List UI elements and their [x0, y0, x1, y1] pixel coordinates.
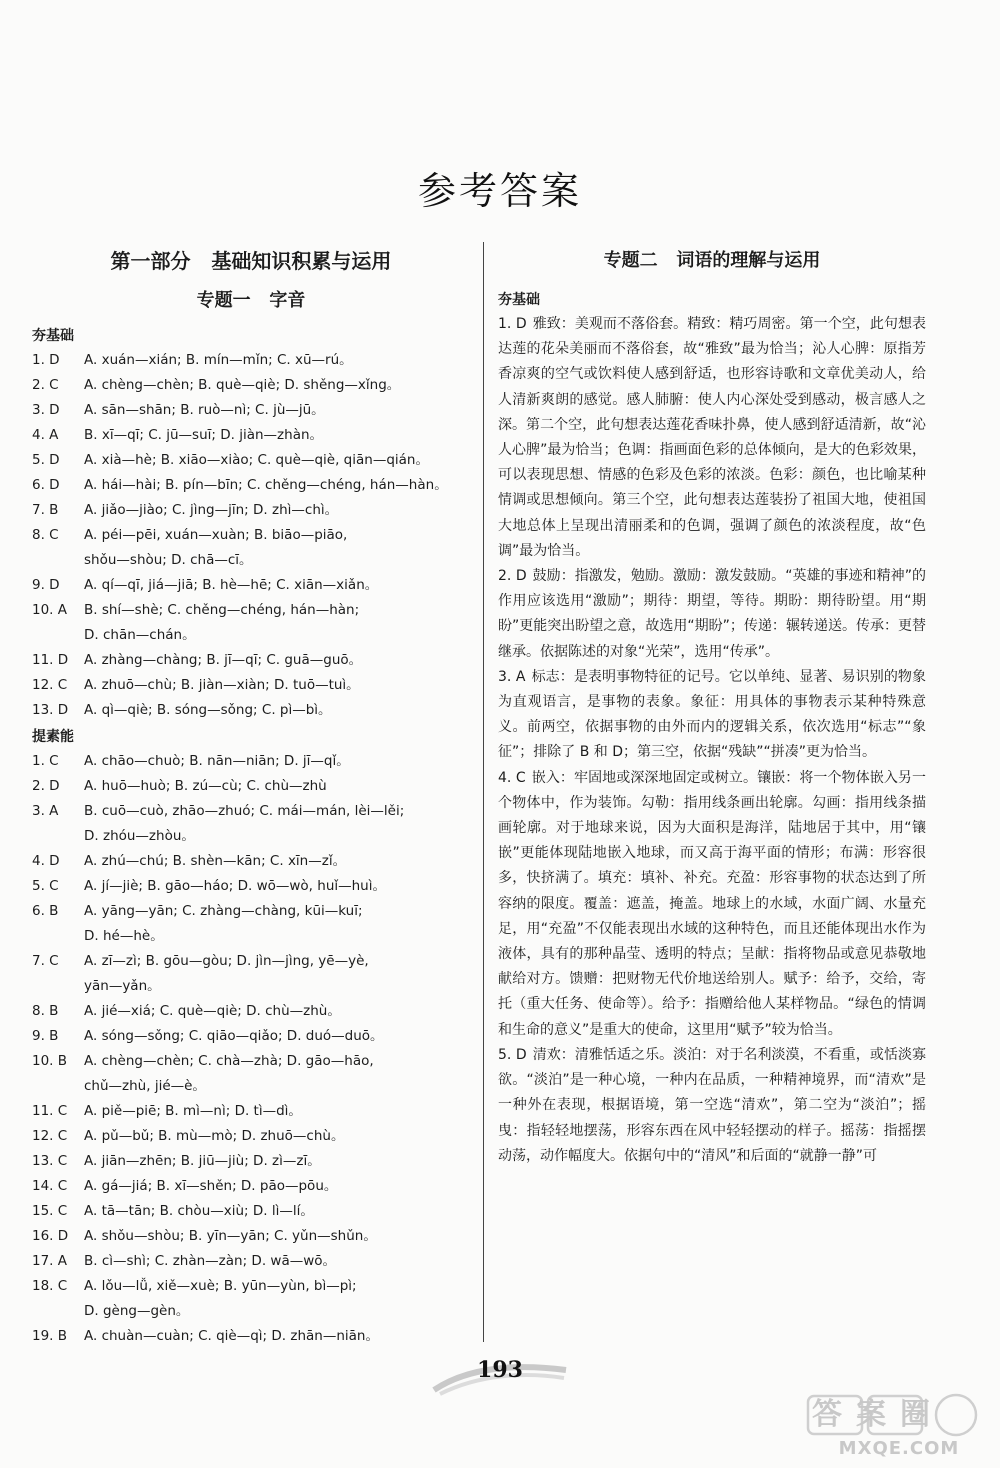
answer-number: 1. D [32, 352, 60, 368]
answer-number: 5. C [32, 878, 59, 894]
answer-item [32, 1099, 470, 1124]
answer-text: A. chèng—chèn; B. què—qiè; D. shěng—xǐng。 [84, 377, 401, 393]
answer-item [32, 774, 470, 799]
answer-text: A. qí—qī, jiá—jiā; B. hè—hē; C. xiān—xiǎn。 [84, 577, 379, 593]
answer-item [32, 1199, 470, 1224]
watermark-logo-text: 答案圈 [812, 1397, 944, 1432]
answer-item [32, 899, 470, 949]
answer-number: 11. D [32, 652, 69, 668]
answer-item [32, 573, 470, 598]
answer-text: A. huō—huò; B. zú—cù; C. chù—zhù [84, 778, 327, 794]
answer-text: A. qì—qiè; B. sóng—sǒng; C. pì—bì。 [84, 702, 332, 718]
answer-text: B. cuō—cuò, zhāo—zhuó; C. mái—mán, lèi—lěi; D. zhóu—zhòu。 [84, 803, 405, 844]
answer-number: 13. C [32, 1153, 68, 1169]
answer-item [32, 1149, 470, 1174]
answer-number: 4. C [498, 769, 526, 786]
answer-text: A. shǒu—shòu; B. yīn—yān; C. yǔn—shǔn。 [84, 1228, 377, 1244]
answer-number: 3. A [498, 668, 526, 685]
answer-text: 鼓励：指激发，勉励。激励：激发鼓励。“英雄的事迹和精神”的作用应该选用“激励”；期待：期望，等待。期盼：期待盼望。用“期盼”更能突出盼望之意，故选用“期盼”；传递：辗转递送。传承：更替继承。依据陈述的对象“光荣”，选用“传承”。 [498, 568, 926, 660]
answer-number: 6. D [32, 477, 60, 493]
answer-text: A. sóng—sǒng; C. qiāo—qiǎo; D. duó—duō。 [84, 1028, 384, 1044]
answer-number: 7. B [32, 502, 59, 518]
left-column [32, 240, 470, 1349]
answer-number: 9. B [32, 1028, 59, 1044]
section-label: 提素能 [32, 729, 74, 745]
answer-text: A. sān—shān; B. ruò—nì; C. jù—jū。 [84, 402, 325, 418]
answer-number: 5. D [32, 452, 60, 468]
answer-number: 14. C [32, 1178, 68, 1194]
answer-item [32, 1249, 470, 1274]
answer-number: 6. B [32, 903, 59, 919]
answer-number: 16. D [32, 1228, 69, 1244]
answer-number: 3. A [32, 803, 59, 819]
answer-number: 8. C [32, 527, 59, 543]
answer-text: A. xuán—xián; B. mín—mǐn; C. xū—rú。 [84, 352, 353, 368]
answer-text: A. yāng—yān; C. zhàng—chàng, kūi—kuī; D. hé—hè。 [84, 903, 363, 944]
answer-number: 10. A [32, 602, 67, 618]
answer-item [32, 648, 470, 673]
answer-text: B. cì—shì; C. zhàn—zàn; D. wā—wō。 [84, 1253, 337, 1269]
page-title: 参考答案 [417, 169, 582, 213]
right-column [498, 240, 926, 1169]
answer-text: A. jié—xiá; C. què—qiè; D. chù—zhù。 [84, 1003, 341, 1019]
topic-title-1: 专题一 字音 [196, 290, 306, 311]
answer-text: A. piě—piē; B. mì—nì; D. tì—dì。 [84, 1103, 302, 1119]
answer-text: A. péi—pēi, xuán—xuàn; B. biāo—piāo, shǒu—shòu; D. chā—cī。 [84, 527, 348, 568]
answer-text: B. shí—shè; C. chěng—chéng, hán—hàn; D. chān—chán。 [84, 602, 360, 643]
answer-list [32, 348, 470, 723]
answer-number: 2. C [32, 377, 59, 393]
answer-text: A. tā—tān; B. chòu—xiù; D. lì—lí。 [84, 1203, 314, 1219]
section-label: 夯基础 [32, 328, 74, 344]
answer-item [32, 523, 470, 573]
left-sections [32, 326, 470, 1349]
answer-item [32, 448, 470, 473]
answer-text: A. chuàn—cuàn; C. qiè—qì; D. zhān—niān。 [84, 1328, 379, 1344]
answer-item [32, 1174, 470, 1199]
answer-item [32, 999, 470, 1024]
answer-number: 3. D [32, 402, 60, 418]
answer-item [32, 423, 470, 448]
answer-item [32, 1324, 470, 1349]
answer-number: 12. C [32, 1128, 68, 1144]
answer-number: 13. D [32, 702, 69, 718]
answer-number: 4. D [32, 853, 60, 869]
answer-item [32, 1049, 470, 1099]
answer-text: A. pǔ—bǔ; B. mù—mò; D. zhuō—chù。 [84, 1128, 345, 1144]
answer-item [498, 312, 926, 564]
answer-text: A. zhuō—chù; B. jiàn—xiàn; D. tuō—tuì。 [84, 677, 360, 693]
answer-item [32, 874, 470, 899]
answer-item [498, 766, 926, 1043]
answer-number: 1. D [498, 316, 527, 332]
answer-number: 2. D [498, 568, 527, 585]
answer-text: A. jí—jiè; B. gāo—háo; D. wō—wò, huǐ—huì。 [84, 878, 386, 894]
answer-item [32, 348, 470, 373]
watermark-logo [798, 1390, 994, 1464]
answer-item [32, 698, 470, 723]
answer-item [32, 598, 470, 648]
answer-number: 15. C [32, 1203, 68, 1219]
answer-text: 雅致：美观而不落俗套。精致：精巧周密。第一个空，此句想表达莲的花朵美丽而不落俗套，故“雅致”最为恰当；沁人心脾：原指芳香凉爽的空气或饮料使人感到舒适，也形容诗歌和文章优美动人，给人清新爽朗的感觉。感人肺腑：使人内心深处受到感动，极言感人之深。第二个空，此句想表达莲花香味扑鼻，使人感到舒适清新，故“沁人心脾”最为恰当；色调：指画面色彩的总体倾向，是大的色彩效果，可以表现思想、情感的色彩及色彩的浓淡。色彩：颜色，也比喻某种情调或思想倾向。第三个空，此句想表达莲装扮了祖国大地，使祖国大地总体上呈现出清丽柔和的色调，强调了颜色的浓淡程度，故“色调”最为恰当。 [498, 316, 926, 559]
answer-item [32, 1024, 470, 1049]
answer-text: 嵌入：牢固地或深深地固定或树立。镶嵌：将一个物体嵌入另一个物体中，作为装饰。勾勒：指用线条画出轮廓。勾画：指用线条描画轮廓。对于地球来说，因为大面积是海洋，陆地居于其中，用“镶嵌”更能体现陆地嵌入地球，而又高于海平面的情形；布满：形容很多，快挤满了。填充：填补、补充。充盈：形容事物的状态达到了所容纳的限度。覆盖：遮盖，掩盖。地球上的水域，水面广阔、水量充足，用“充盈”不仅能表现出水域的这种特色，而且还能体现出水作为液体，具有的那种晶莹、透明的特点；呈献：指将物品或意见恭敬地献给对方。馈赠：把财物无代价地送给别人。赋予：给予，交给，寄托（重大任务、使命等）。给予：指赠给他人某样物品。“绿色的情调和生命的意义”是重大的使命，这里用“赋予”较为恰当。 [498, 769, 926, 1038]
answer-text: 清欢：清雅恬适之乐。淡泊：对于名利淡漠，不看重，或恬淡寡欲。“淡泊”是一种心境，一种内在品质，一种精神境界，而“清欢”是一种外在表现，根据语境，第一空选“清欢”，第二空为“淡泊”；摇曳：指轻轻地摆荡，形容东西在风中轻轻摆动的样子。摇荡：指摇摆动荡，动作幅度大。依据句中的“清风”和后面的“就静一静”可 [498, 1046, 926, 1164]
answer-text: A. jiān—zhēn; B. jiū—jiù; D. zì—zī。 [84, 1153, 321, 1169]
answer-item [32, 949, 470, 999]
answer-number: 11. C [32, 1103, 68, 1119]
answer-text: 标志：是表明事物特征的记号。它以单纯、显著、易识别的物象为直观语言，是事物的表象。象征：用具体的事物表示某种特殊意义。前两空，依据事物的由外而内的逻辑关系，依次选用“标志”“象征”；排除了 B 和 D；第三空，依据“残缺”“拼凑”更为恰当。 [498, 668, 927, 761]
answer-item [32, 673, 470, 698]
answer-text: A. zī—zì; B. gōu—gòu; D. jìn—jìng, yē—yè, yān—yǎn。 [84, 953, 369, 994]
answer-text: B. xī—qī; C. jū—suī; D. jiàn—zhàn。 [84, 427, 324, 443]
answer-number: 17. A [32, 1253, 67, 1269]
answer-text: A. chèng—chèn; C. chà—zhà; D. gāo—hāo, chǔ—zhù, jié—è。 [84, 1053, 374, 1094]
section-label: 夯基础 [498, 292, 540, 308]
answer-item [32, 1224, 470, 1249]
watermark-url: MXQE.COM [838, 1438, 960, 1459]
answer-item [32, 1274, 470, 1324]
answer-number: 2. D [32, 778, 60, 794]
answer-text: A. chāo—chuò; B. nān—niān; D. jī—qǐ。 [84, 753, 350, 769]
answer-text: A. zhú—chú; B. shèn—kān; C. xīn—zǐ。 [84, 853, 347, 869]
column-divider [483, 242, 484, 1342]
answer-item [32, 799, 470, 849]
answer-number: 19. B [32, 1328, 68, 1344]
answer-number: 5. D [498, 1046, 527, 1063]
answer-item [498, 1043, 926, 1169]
answer-number: 1. C [32, 753, 59, 769]
answer-number: 10. B [32, 1053, 68, 1069]
answer-number: 8. B [32, 1003, 59, 1019]
topic-title-2: 专题二 词语的理解与运用 [603, 250, 821, 271]
answer-text: A. jiǎo—jiào; C. jìng—jīn; D. zhì—chì。 [84, 502, 339, 518]
answer-item [32, 1124, 470, 1149]
answer-number: 12. C [32, 677, 68, 693]
answer-number: 7. C [32, 953, 59, 969]
answer-list [32, 749, 470, 1349]
answer-number: 4. A [32, 427, 59, 443]
right-items [498, 312, 926, 1169]
answer-number: 9. D [32, 577, 60, 593]
answer-text: A. lǒu—lǚ, xiě—xuè; B. yūn—yùn, bì—pì; D. gèng—gèn。 [84, 1278, 357, 1319]
answer-text: A. hái—hài; B. pín—bīn; C. chěng—chéng, hán—hàn。 [84, 477, 448, 493]
answer-item [32, 749, 470, 774]
answer-text: A. xià—hè; B. xiāo—xiào; C. què—qiè, qiān—qián。 [84, 452, 429, 468]
answer-item [32, 398, 470, 423]
answer-number: 18. C [32, 1278, 68, 1294]
answer-item [498, 665, 926, 766]
answer-text: A. zhàng—chàng; B. jī—qī; C. guā—guō。 [84, 652, 363, 668]
answer-item [32, 473, 470, 498]
answer-item [32, 373, 470, 398]
answer-item [32, 849, 470, 874]
answer-text: A. gá—jiá; B. xī—shěn; D. pāo—pōu。 [84, 1178, 338, 1194]
page-number: 193 [477, 1357, 523, 1383]
answer-item [32, 498, 470, 523]
answer-item [498, 564, 926, 665]
part-title: 第一部分 基础知识积累与运用 [110, 249, 392, 273]
